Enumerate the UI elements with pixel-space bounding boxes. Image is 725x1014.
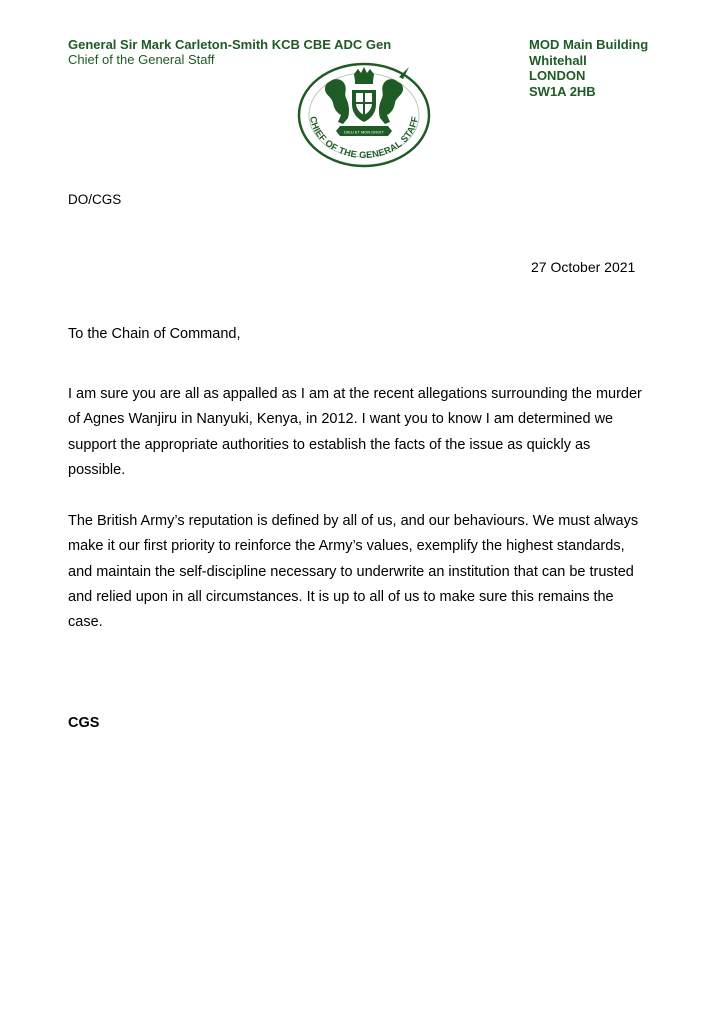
body-paragraph (68, 509, 658, 635)
paragraph-line: of Agnes Wanjiru in Nanyuki, Kenya, in 2012. I want you to know I am determined we (68, 411, 614, 428)
svg-text:CHIEF OF THE GENERAL STAFF (308, 116, 420, 161)
sender-name: General Sir Mark Carleton-Smith KCB CBE ADC Gen (68, 37, 392, 52)
sender-address (529, 37, 648, 99)
address-line: MOD Main Building (529, 37, 649, 52)
body-paragraph (68, 382, 658, 483)
signoff: CGS (68, 715, 100, 731)
paragraph-line: possible. (68, 461, 126, 478)
paragraph-line: case. (68, 614, 103, 631)
crest-motto: DIEU ET MON DROIT (344, 129, 384, 135)
address-line: SW1A 2HB (529, 83, 596, 99)
royal-crest-icon (296, 62, 432, 168)
paragraph-line: and relied upon in all circumstances. It is up to all of us to make sure this remains the (68, 588, 614, 605)
salutation: To the Chain of Command, (68, 326, 241, 342)
letter-date: 27 October 2021 (531, 259, 636, 275)
paragraph-line: make it our first priority to reinforce the Army’s values, exemplify the highest standards, (68, 538, 625, 555)
paragraph-line: and maintain the self-discipline necessary to underwrite an institution that can be trusted (68, 563, 634, 580)
reference-code: DO/CGS (68, 192, 122, 207)
address-line: Whitehall (529, 52, 587, 68)
sender-role: Chief of the General Staff (68, 52, 215, 67)
paragraph-line: The British Army’s reputation is defined by all of us, and our behaviours. We must always (68, 513, 639, 529)
paragraph-line: I am sure you are all as appalled as I am at the recent allegations surrounding the murder (68, 386, 642, 402)
address-line: LONDON (529, 68, 586, 83)
paragraph-line: support the appropriate authorities to establish the facts of the issue as quickly as (68, 436, 591, 453)
crest-caption: CHIEF OF THE GENERAL STAFF (308, 115, 420, 161)
